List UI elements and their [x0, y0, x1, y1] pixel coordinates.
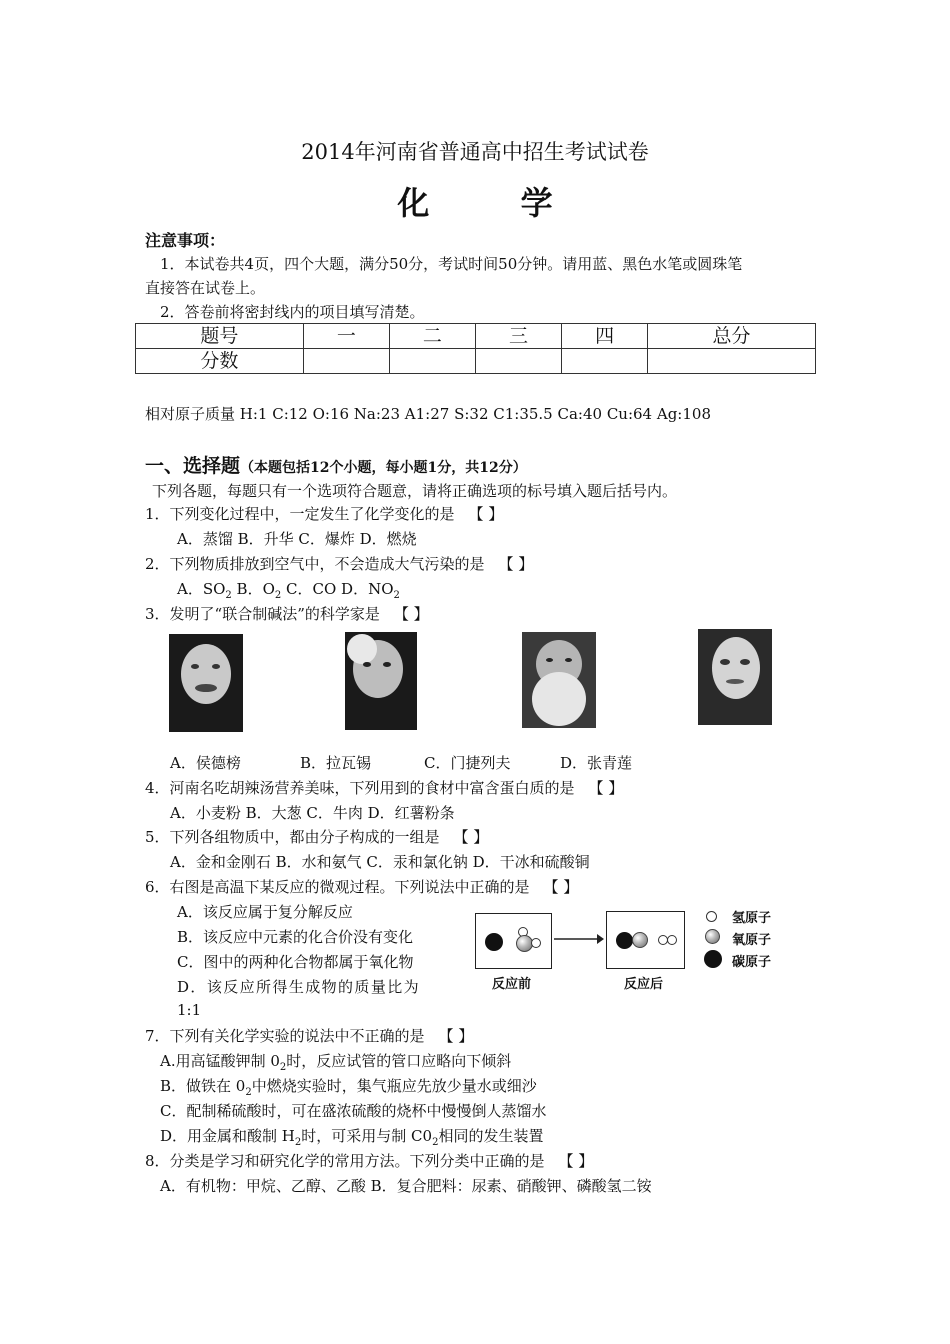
reaction-after-label: 反应后 [624, 977, 664, 992]
question-8-options: A．有机物：甲烷、乙醇、乙酸 B．复合肥料：尿素、硝酸钾、磷酸氢二铵 [160, 1177, 652, 1195]
question-8-stem [145, 1150, 593, 1171]
reaction-arrow-icon [553, 932, 605, 946]
question-3-option-d: D．张青莲 [560, 754, 633, 772]
section-1-heading [145, 451, 527, 478]
hydrogen-atom [667, 935, 677, 945]
question-6-stem [145, 876, 578, 897]
score-cell: 总分 [648, 324, 816, 349]
question-4-stem [145, 777, 623, 798]
score-input-cell[interactable] [562, 349, 648, 374]
score-input-cell[interactable] [648, 349, 816, 374]
carbon-atom [616, 932, 633, 949]
option-text: C．CO D．NO [281, 580, 394, 598]
portrait-d-image [698, 629, 772, 725]
score-input-cell[interactable] [303, 349, 389, 374]
reaction-after-box [606, 911, 685, 969]
subscript: 2 [432, 1137, 439, 1148]
notice-heading: 注意事项： [145, 231, 226, 250]
question-4-options: A．小麦粉 B．大葱 C．牛肉 D．红薯粉条 [170, 804, 455, 822]
option-text: A．SO [177, 580, 226, 598]
question-5-options: A．金和金刚石 B．水和氨气 C．汞和氯化钠 D．干冰和硫酸铜 [170, 853, 590, 871]
question-7-option-a [160, 1050, 511, 1073]
question-8-text: 8．分类是学习和研究化学的常用方法。下列分类中正确的是 [145, 1152, 545, 1170]
score-cell: 分数 [136, 349, 304, 374]
legend-carbon-label: 碳原子 [732, 955, 772, 970]
question-7-option-c: C．配制稀硫酸时，可在盛浓硫酸的烧杯中慢慢倒人蒸馏水 [160, 1102, 547, 1120]
question-4-text: 4．河南名吃胡辣汤营养美味，下列用到的食材中富含蛋白质的是 [145, 779, 575, 797]
option-text: 中燃烧实验时，集气瓶应先放少量水或细沙 [251, 1077, 537, 1095]
section-1-instruction: 下列各题，每题只有一个选项符合题意，请将正确选项的标号填入题后括号内。 [152, 482, 678, 500]
notice-item-1-line-1: 1．本试卷共4页，四个大题，满分50分，考试时间50分钟。请用蓝、黑色水笔或圆珠笔 [160, 255, 743, 273]
question-3-option-a: A．侯德榜 [170, 754, 241, 772]
score-cell: 题号 [136, 324, 304, 349]
question-1-stem [145, 503, 503, 524]
score-cell: 三 [475, 324, 561, 349]
portrait-b-image [345, 632, 417, 730]
subject-title: 化 学 [397, 184, 593, 222]
question-6-option-a: A．该反应属于复分解反应 [177, 903, 353, 921]
question-7-option-b [160, 1075, 537, 1098]
score-cell: 一 [303, 324, 389, 349]
question-1-options: A．蒸馏 B．升华 C．爆炸 D．燃烧 [177, 530, 417, 548]
subscript: 2 [225, 590, 232, 601]
question-3-text: 3．发明了“联合制碱法”的科学家是 [145, 605, 380, 623]
reaction-before-box [475, 913, 552, 969]
oxygen-atom [632, 932, 648, 948]
legend-hydrogen-icon [706, 911, 717, 922]
notice-item-1-line-2: 直接答在试卷上。 [145, 279, 266, 297]
hydrogen-atom [531, 938, 541, 948]
option-text: B．O [231, 580, 275, 598]
score-cell: 二 [389, 324, 475, 349]
section-1-title: 一、选择题 [145, 455, 241, 477]
question-3-option-c: C．门捷列夫 [424, 754, 511, 772]
notice-item-2: 2．答卷前将密封线内的项目填写清楚。 [160, 303, 425, 321]
option-text: 时，可采用与制 C0 [301, 1127, 433, 1145]
subscript: 2 [245, 1087, 252, 1098]
question-5-answer-bracket[interactable]: 【 】 [453, 828, 489, 846]
score-input-cell[interactable] [475, 349, 561, 374]
legend-carbon-icon [704, 950, 722, 968]
question-1-answer-bracket[interactable]: 【 】 [468, 505, 504, 523]
question-6-option-d-line-1: D．该反应所得生成物的质量比为 [177, 978, 421, 996]
reaction-before-label: 反应前 [492, 977, 532, 992]
question-1-text: 1．下列变化过程中，一定发生了化学变化的是 [145, 505, 455, 523]
option-text: A.用高锰酸钾制 0 [160, 1052, 280, 1070]
portrait-c-image [522, 632, 596, 728]
question-5-text: 5．下列各组物质中，都由分子构成的一组是 [145, 828, 440, 846]
score-table [135, 323, 816, 374]
carbon-atom [485, 933, 503, 951]
question-7-answer-bracket[interactable]: 【 】 [438, 1027, 474, 1045]
question-7-option-d [160, 1125, 543, 1148]
question-3-stem [145, 603, 429, 624]
question-2-answer-bracket[interactable]: 【 】 [498, 555, 534, 573]
legend-oxygen-label: 氧原子 [732, 933, 772, 948]
question-5-stem [145, 826, 488, 847]
legend-hydrogen-label: 氢原子 [732, 911, 772, 926]
option-text: 时，反应试管的管口应略向下倾斜 [286, 1052, 512, 1070]
score-input-cell[interactable] [389, 349, 475, 374]
question-4-answer-bracket[interactable]: 【 】 [588, 779, 624, 797]
score-table-score-row [136, 349, 816, 374]
atomic-mass-line: 相对原子质量 H:1 C:12 O:16 Na:23 A1:27 S:32 C1:35.5 Ca:40 Cu:64 Ag:108 [145, 405, 711, 423]
question-2-options [177, 578, 400, 601]
question-7-stem [145, 1025, 473, 1046]
question-6-text: 6．右图是高温下某反应的微观过程。下列说法中正确的是 [145, 878, 530, 896]
question-6-option-b: B．该反应中元素的化合价没有变化 [177, 928, 414, 946]
option-text: D．用金属和酸制 H [160, 1127, 295, 1145]
subscript: 2 [393, 590, 400, 601]
question-6-answer-bracket[interactable]: 【 】 [543, 878, 579, 896]
question-3-option-b: B．拉瓦锡 [300, 754, 372, 772]
question-2-text: 2．下列物质排放到空气中，不会造成大气污染的是 [145, 555, 485, 573]
subscript: 2 [279, 1062, 287, 1073]
question-2-stem [145, 553, 533, 574]
subscript: 2 [294, 1137, 302, 1148]
option-text: B．做铁在 0 [160, 1077, 246, 1095]
legend-oxygen-icon [705, 929, 720, 944]
section-1-note: （本题包括12个小题，每小题1分，共12分） [240, 460, 527, 476]
score-table-header-row [136, 324, 816, 349]
score-cell: 四 [562, 324, 648, 349]
question-7-text: 7．下列有关化学实验的说法中不正确的是 [145, 1027, 425, 1045]
exam-title: 2014年河南省普通高中招生考试试卷 [301, 140, 649, 164]
portrait-a-image [169, 634, 243, 732]
question-6-option-c: C．图中的两种化合物都属于氧化物 [177, 953, 414, 971]
option-text: 相同的发生装置 [438, 1127, 544, 1145]
question-3-answer-bracket[interactable]: 【 】 [393, 605, 429, 623]
question-8-answer-bracket[interactable]: 【 】 [558, 1152, 594, 1170]
question-6-option-d-line-2: 1:1 [177, 1001, 202, 1019]
subscript: 2 [274, 590, 282, 601]
